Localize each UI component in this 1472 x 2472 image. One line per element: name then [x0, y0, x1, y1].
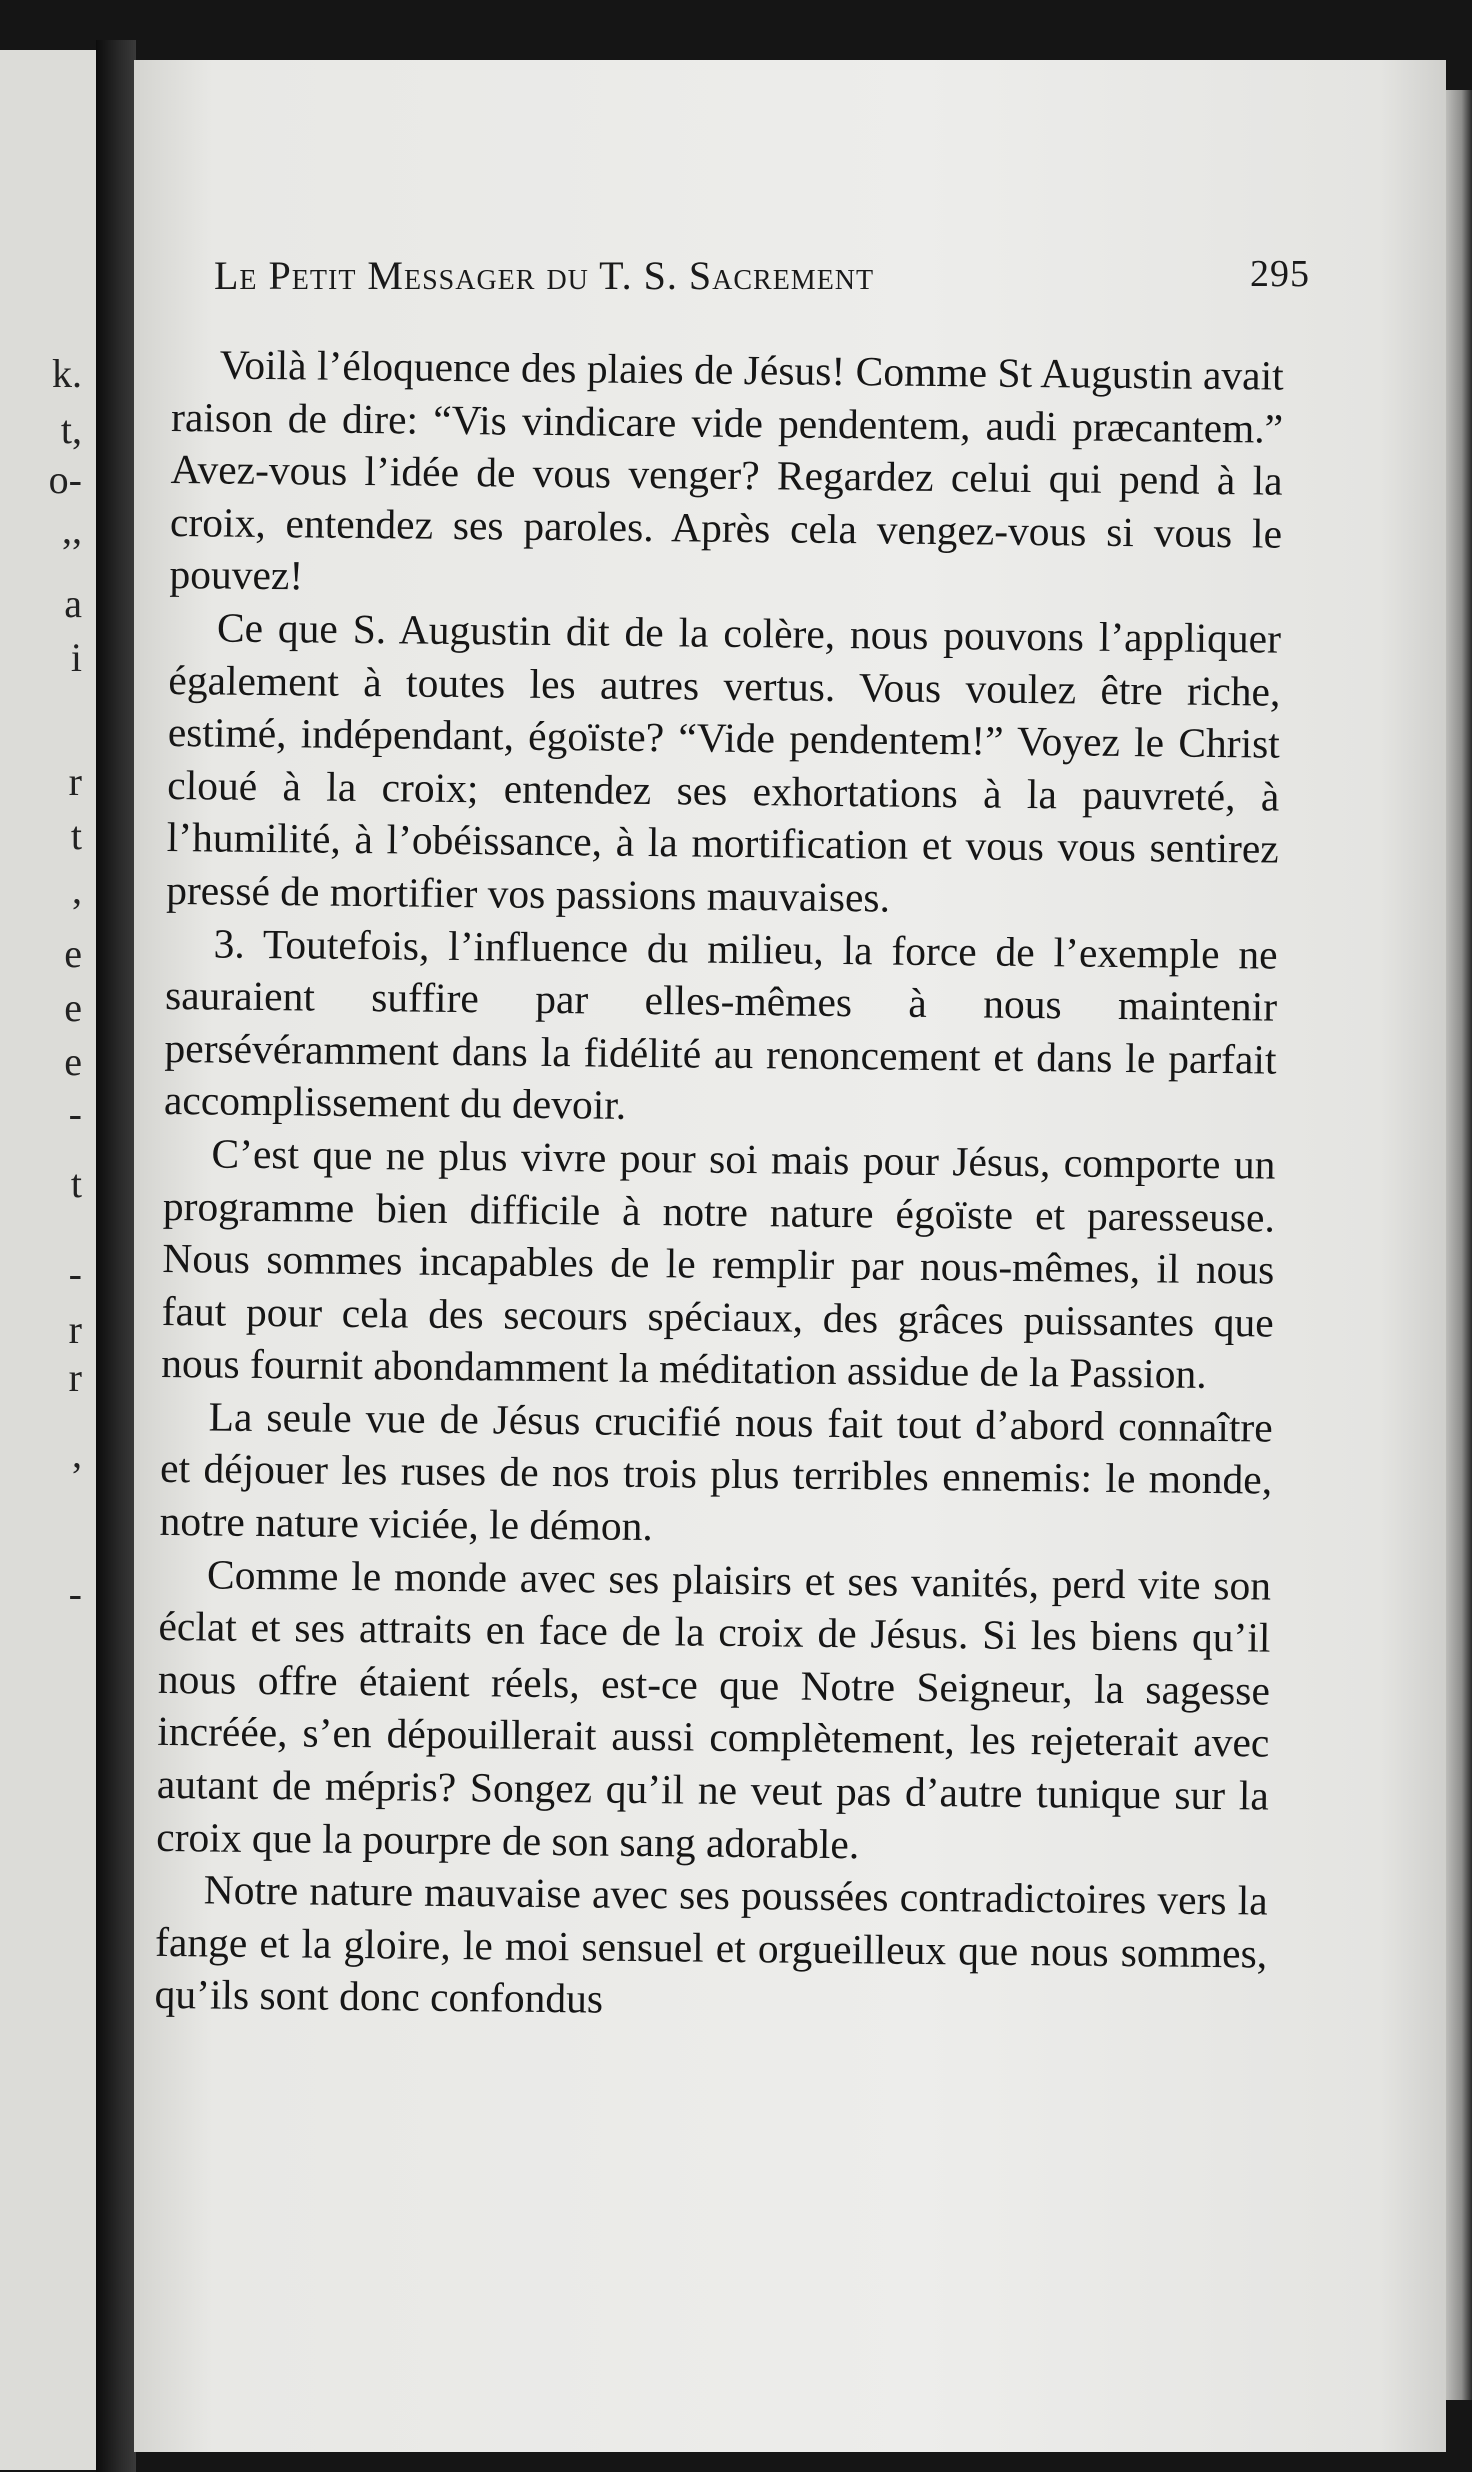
previous-page-fragment: a	[64, 581, 82, 626]
previous-page-fragment: ,,	[62, 507, 82, 552]
paragraph: 3. Toutefois, l’influence du milieu, la force de l’exemple ne sauraient suffire par elles-mêmes à nous maintenir persévéramment dans la fidélité au renoncement et dans le parfait accomplissement du devoir.	[163, 920, 1278, 1129]
previous-page-fragment: -	[68, 1251, 82, 1296]
previous-page-fragment: t	[70, 813, 82, 858]
previous-page-fragment: e	[64, 985, 82, 1030]
page-body	[154, 338, 1284, 2033]
previous-page-edge	[0, 50, 96, 2470]
paragraph: Notre nature mauvaise avec ses poussées contradictoires vers la fange et la gloire, le moi sensuel et orgueilleux que nous sommes, qu’ils sont donc confondus	[154, 1866, 1268, 2023]
previous-page-fragment: r	[68, 1307, 82, 1352]
previous-page-fragment: e	[64, 931, 82, 976]
running-head: Le Petit Messager du T. S. Sacrement	[214, 253, 875, 298]
book-gutter	[96, 40, 136, 2472]
previous-page-fragment: i	[70, 635, 82, 680]
paragraph: Ce que S. Augustin dit de la colère, nous pouvons l’appliquer également à toutes les autres vertus. Vous voulez être riche, estimé, indépendant, égoïste? “Vide pendentem!” Voyez le Christ cloué à la croix; entendez ses exhortations à la pauvreté, à l’humilité, à l’obéissance, à la mortification et vous vous sentirez pressé de mortifier vos passions mauvaises.	[165, 604, 1282, 921]
previous-page-fragment: e	[64, 1039, 82, 1084]
previous-page-fragment: -	[68, 1571, 82, 1616]
page-number: 295	[1250, 253, 1310, 295]
previous-page-fragment: ,	[72, 1431, 82, 1476]
previous-page-fragment: ,	[72, 867, 82, 912]
paragraph: C’est que ne plus vivre pour soi mais pour Jésus, comporte un programme bien difficile à notre nature égoïste et paresseuse. Nous sommes incapables de le remplir par nous-mêmes, il nous faut pour cela des secours spéciaux, des grâces puissantes que nous fournit abondamment la méditation assidue de la Passion.	[161, 1130, 1276, 1398]
previous-page-fragment: t	[70, 1161, 82, 1206]
paragraph: Voilà l’éloquence des plaies de Jésus! Comme St Augustin avait raison de dire: “Vis vindicare vide pendentem, audi præcantem.” Avez-vous l’idée de vous venger? Regardez celui qui pend à la croix, entendez ses paroles. Après cela vengez-vous si vous le pouvez!	[169, 341, 1284, 599]
previous-page-fragment: o-	[48, 457, 82, 502]
previous-page-fragment: r	[68, 1355, 82, 1400]
page-header	[214, 252, 1310, 299]
previous-page-fragment: -	[68, 1091, 82, 1136]
previous-page-fragment: r	[68, 759, 82, 804]
page-right-edge	[1446, 90, 1472, 2400]
previous-page-fragment: k.	[52, 351, 82, 396]
previous-page-fragment: t,	[60, 407, 82, 452]
paragraph: Comme le monde avec ses plaisirs et ses vanités, perd vite son éclat et ses attraits en face de la croix de Jésus. Si les biens qu’il nous offre étaient réels, est-ce que Notre Seigneur, la sagesse incréée, s’en dépouillerait aussi complètement, les rejeterait avec autant de mépris? Songez qu’il ne veut pas d’autre tunique sur la croix que la pourpre de son sang adorable.	[156, 1551, 1272, 1867]
paragraph: La seule vue de Jésus crucifié nous fait tout d’abord connaître et déjouer les ruses de nos trois plus terribles ennemis: le monde, notre nature viciée, le démon.	[159, 1393, 1273, 1550]
